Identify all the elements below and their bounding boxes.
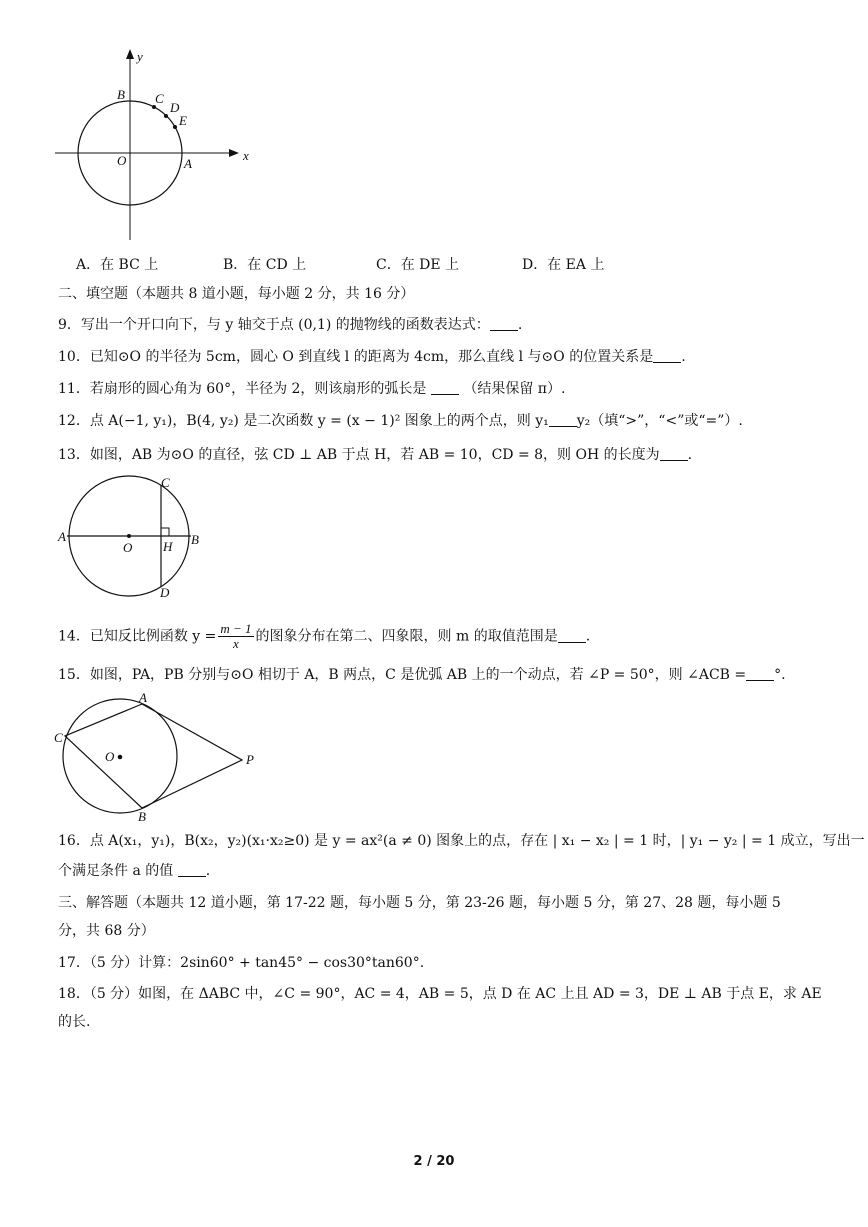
page-number: 2 / 20 xyxy=(413,1154,455,1169)
answer-blank[interactable] xyxy=(549,412,577,427)
choice-a: A．在 BC 上 xyxy=(76,257,159,273)
choice-d: D．在 EA 上 xyxy=(522,257,605,273)
figure-q8 xyxy=(55,45,255,245)
point-a-label: A xyxy=(139,690,147,705)
point-c-label: C xyxy=(161,475,170,490)
answer-blank[interactable] xyxy=(178,862,206,877)
point-e-label: E xyxy=(179,113,187,128)
point-b-label: B xyxy=(138,809,146,824)
fraction: $\frac{m - 1}{x}$ xyxy=(220,621,252,651)
answer-blank[interactable] xyxy=(558,628,586,643)
answer-blank[interactable] xyxy=(653,348,681,363)
question-15: 15．如图，PA，PB 分别与⊙O 相切于 A，B 两点，C 是优弧 AB 上的一个动点，若 ∠P = 50°，则 ∠ACB = °. xyxy=(58,667,786,683)
question-14: 14．已知反比例函数 y = $\frac{m - 1}{x}$ 的图象分布在第二、四象限，则 m 的取值范围是 . xyxy=(58,621,591,651)
choice-c: C．在 DE 上 xyxy=(376,257,460,273)
x-axis-label: x xyxy=(243,148,249,163)
section-3-heading-line-2: 分，共 68 分） xyxy=(58,923,155,939)
point-a-label: A xyxy=(58,529,66,544)
answer-blank[interactable] xyxy=(746,666,774,681)
answer-blank[interactable] xyxy=(660,446,688,461)
question-13: 13．如图，AB 为⊙O 的直径，弦 CD ⊥ AB 于点 H，若 AB = 10，CD = 8，则 OH 的长度为 . xyxy=(58,447,693,463)
point-c-label: C xyxy=(155,91,164,106)
point-o-label: O xyxy=(123,540,133,555)
point-d-label: D xyxy=(160,585,170,600)
question-17: 17．（5 分）计算：2sin60° + tan45° − cos30°tan60°. xyxy=(58,955,425,971)
y-axis-label: y xyxy=(137,49,143,64)
figure-q15 xyxy=(50,690,270,825)
question-18-line-1: 18．（5 分）如图，在 ΔABC 中，∠C = 90°，AC = 4，AB = 5，点 D 在 AC 上且 AD = 3，DE ⊥ AB 于点 E，求 AE xyxy=(58,986,822,1002)
point-o-label: O xyxy=(105,749,115,764)
point-p-label: P xyxy=(246,752,254,767)
question-11: 11．若扇形的圆心角为 60°，半径为 2，则该扇形的弧长是 （结果保留 π）. xyxy=(58,381,566,397)
choice-b: B．在 CD 上 xyxy=(223,257,307,273)
section-2-heading: 二、填空题（本题共 8 道小题，每小题 2 分，共 16 分） xyxy=(58,286,415,302)
point-a-label: A xyxy=(184,156,192,171)
point-d-label: D xyxy=(170,100,180,115)
section-3-heading-line-1: 三、解答题（本题共 12 道小题，第 17-22 题，每小题 5 分，第 23-26 题，每小题 5 分，第 27、28 题，每小题 5 xyxy=(58,895,781,911)
point-h-label: H xyxy=(163,539,173,554)
figure-q13 xyxy=(55,470,215,605)
question-9: 9．写出一个开口向下，与 y 轴交于点 (0,1) 的抛物线的函数表达式： . xyxy=(58,317,523,333)
origin-label: O xyxy=(117,153,127,168)
answer-blank[interactable] xyxy=(431,380,459,395)
question-16-line-1: 16．点 A(x₁，y₁)，B(x₂，y₂)(x₁·x₂≥0) 是 y = ax²(a ≠ 0) 图象上的点，存在 | x₁ − x₂ | = 1 时，| y₁ − y₂ | = 1 成立，写出一 xyxy=(58,833,865,849)
question-12: 12．点 A(−1, y₁)，B(4, y₂) 是二次函数 y = (x − 1)² 图象上的两个点，则 y₁ y₂（填“>”，“<”或“=”）. xyxy=(58,413,743,429)
question-16-line-2: 个满足条件 a 的值 . xyxy=(58,863,211,879)
point-b-label: B xyxy=(191,532,199,547)
question-10: 10．已知⊙O 的半径为 5cm，圆心 O 到直线 l 的距离为 4cm，那么直线 l 与⊙O 的位置关系是 . xyxy=(58,349,686,365)
point-b-label: B xyxy=(117,87,125,102)
point-c-label: C xyxy=(54,730,63,745)
question-18-line-2: 的长. xyxy=(58,1014,91,1030)
answer-blank[interactable] xyxy=(490,316,518,331)
